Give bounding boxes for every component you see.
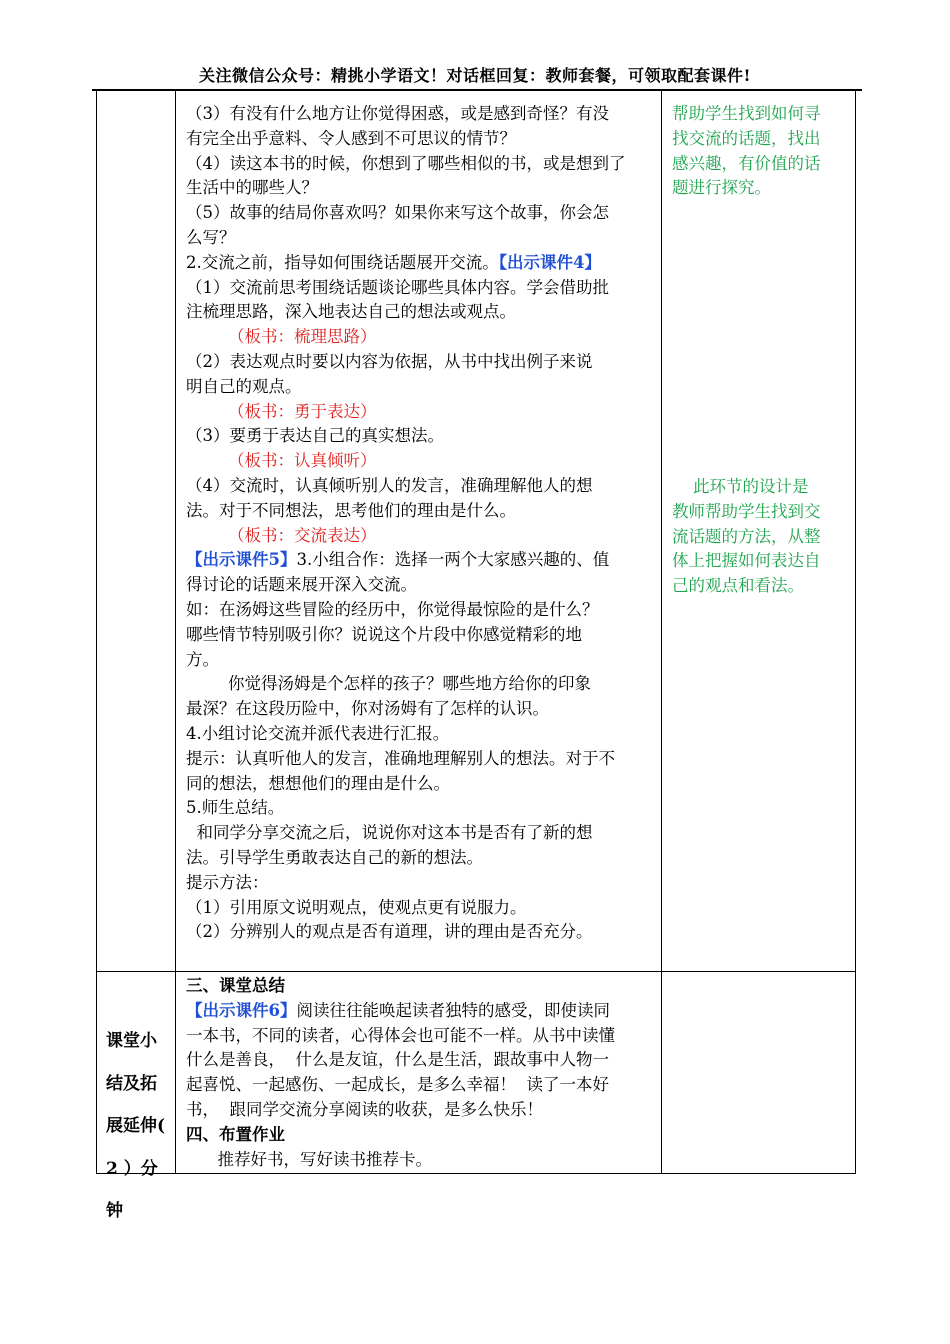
page-header: 关注微信公众号：精挑小学语文！对话框回复：教师套餐，可领取配套课件!: [198, 66, 752, 85]
section1-text: 4.小组讨论交流并派代表进行汇报。: [186, 723, 450, 743]
stage-label-line: 钟: [106, 1201, 123, 1221]
section2-line: [186, 1148, 662, 1173]
section2-line: [186, 974, 662, 999]
section1-line: [186, 226, 662, 251]
section1-text: 有完全出乎意料、令人感到不可思议的情节？: [186, 128, 516, 148]
section1-line: [186, 697, 662, 722]
section1-line: [186, 251, 662, 276]
section1-text: 法。引导学生勇敢表达自己的新的想法。: [186, 847, 483, 867]
section1-line: [186, 424, 662, 449]
section1-line: [186, 300, 662, 325]
section2-line: [186, 1123, 662, 1148]
section1-text: 【出示课件5】: [186, 550, 297, 570]
section1-line: [186, 325, 662, 350]
section1-text: 得讨论的话题来展开深入交流。: [186, 575, 417, 595]
design-note-line: 己的观点和看法。: [672, 576, 804, 596]
section1-text: （1）引用原文说明观点，使观点更有说服力。: [186, 897, 527, 917]
section1-text: 方。: [186, 649, 219, 669]
section2-line: [186, 1048, 662, 1073]
section1-line: [186, 127, 662, 152]
section2-text: 阅读往往能唤起读者独特的感受，即使读同: [296, 1000, 610, 1020]
design-note-line: 帮助学生找到如何寻: [672, 104, 821, 123]
section1-text: （5）故事的结局你喜欢吗？如果你来写这个故事，你会怎: [186, 203, 609, 223]
header-rule: [92, 89, 862, 91]
section1-text: （2）表达观点时要以内容为依据，从书中找出例子来说: [186, 351, 593, 371]
section1-line: [186, 449, 662, 474]
table-border-bottom: [96, 1173, 856, 1174]
section2-line: [186, 1098, 662, 1123]
section1-line: [186, 102, 662, 127]
section1-text: 法。对于不同想法，思考他们的理由是什么。: [186, 500, 516, 520]
section1-line: [186, 846, 662, 871]
section1-line: [186, 201, 662, 226]
section1-line: [186, 474, 662, 499]
section2-line: [186, 1073, 662, 1098]
table-row-divider: [96, 971, 856, 972]
section1-line: [186, 648, 662, 673]
section1-line: [186, 821, 662, 846]
design-note-line: 此环节的设计是: [672, 477, 809, 496]
section1-text: 么写？: [186, 227, 236, 247]
section2-line: [186, 1024, 662, 1049]
section1-line: [186, 573, 662, 598]
section2-text: 四、布置作业: [186, 1124, 285, 1144]
section2-text: 书， 跟同学交流分享阅读的收获，是多么快乐！: [186, 1099, 543, 1119]
section1-line: [186, 920, 662, 945]
section1-line: [186, 896, 662, 921]
section1-line: [186, 400, 662, 425]
section1-line: [186, 350, 662, 375]
section1-text: 注梳理思路，深入地表达自己的想法或观点。: [186, 302, 516, 322]
section1-line: [186, 772, 662, 797]
section1-text: （3）有没有什么地方让你觉得困惑，或是感到奇怪？有没: [186, 104, 609, 123]
section1-text: 同的想法，想想他们的理由是什么。: [186, 773, 450, 793]
section2-text: 一本书，不同的读者，心得体会也可能不一样。从书中读懂: [186, 1025, 615, 1045]
section1-text: （板书：交流表达）: [186, 525, 377, 545]
design-note-line: 题进行探究。: [672, 178, 771, 198]
stage-label-line: 课堂小: [106, 1031, 157, 1051]
section1-line: [186, 499, 662, 524]
section1-text: 和同学分享交流之后，说说你对这本书是否有了新的想: [186, 823, 593, 843]
stage-label-line: 结及拓: [106, 1073, 157, 1094]
section2-content: [186, 974, 662, 1172]
section1-text: 生活中的哪些人？: [186, 178, 318, 198]
section1-line: [186, 796, 662, 821]
section1-text: 明自己的观点。: [186, 376, 302, 396]
section2-line: [186, 999, 662, 1024]
section1-text: 3.小组合作：选择一两个大家感兴趣的、值: [296, 550, 610, 570]
section1-text: 【出示课件4】: [498, 252, 601, 272]
section1-line: [186, 623, 662, 648]
section1-text: 你觉得汤姆是个怎样的孩子？哪些地方给你的印象: [186, 674, 591, 694]
section2-text: 起喜悦、一起感伤、一起成长，是多么幸福！ 读了一本好: [186, 1075, 609, 1095]
stage-label-line: 2 ）分: [106, 1158, 158, 1179]
section1-content: [186, 102, 662, 945]
section1-text: 如：在汤姆这些冒险的经历中，你觉得最惊险的是什么？: [186, 599, 599, 619]
design-note-2: [672, 475, 852, 599]
design-note-line: 感兴趣，有价值的话: [672, 153, 821, 173]
section2-text: 三、课堂总结: [186, 976, 285, 995]
stage-label-line: 展延伸(: [106, 1116, 166, 1136]
section1-line: [186, 598, 662, 623]
section1-line: [186, 176, 662, 201]
section1-text: （2）分辨别人的观点是否有道理，讲的理由是否充分。: [186, 922, 593, 942]
section1-line: [186, 722, 662, 747]
section2-text: 什么是善良， 什么是友谊，什么是生活，跟故事中人物一: [186, 1050, 609, 1070]
section1-text: （板书：梳理思路）: [186, 327, 377, 347]
section2-text: 【出示课件6】: [186, 1000, 297, 1020]
design-note-line: 找交流的话题，找出: [672, 128, 821, 148]
design-note-line: 体上把握如何表达自: [672, 551, 821, 571]
section1-text: 提示：认真听他人的发言，准确地理解别人的想法。对于不: [186, 748, 615, 768]
section2-text: 推荐好书，写好读书推荐卡。: [186, 1149, 432, 1169]
section1-text: （板书：勇于表达）: [186, 401, 377, 421]
section1-line: [186, 524, 662, 549]
section1-text: 2.交流之前，指导如何围绕话题展开交流。: [186, 252, 499, 272]
design-note-1: [672, 102, 852, 201]
section1-text: （1）交流前思考围绕话题谈论哪些具体内容。学会借助批: [186, 277, 609, 297]
section1-text: （4）交流时，认真倾听别人的发言，准确理解他人的想: [186, 475, 593, 495]
stage-label: [106, 1012, 176, 1242]
table-border-right: [855, 89, 856, 1174]
section1-text: （板书：认真倾听）: [186, 451, 377, 471]
section1-text: （4）读这本书的时候，你想到了哪些相似的书，或是想到了: [186, 153, 626, 173]
table-border-left: [96, 89, 97, 1174]
section1-line: [186, 276, 662, 301]
section1-line: [186, 548, 662, 573]
section1-line: [186, 672, 662, 697]
section1-line: [186, 747, 662, 772]
section1-text: （3）要勇于表达自己的真实想法。: [186, 426, 444, 446]
section1-line: [186, 152, 662, 177]
design-note-line: 流话题的方法，从整: [672, 526, 821, 546]
design-note-line: 教师帮助学生找到交: [672, 501, 821, 521]
section1-text: 最深？在这段历险中，你对汤姆有了怎样的认识。: [186, 699, 549, 719]
section1-text: 提示方法：: [186, 872, 269, 892]
section1-text: 5.师生总结。: [186, 798, 285, 818]
section1-text: 哪些情节特别吸引你？说说这个片段中你感觉精彩的地: [186, 624, 582, 644]
section1-line: [186, 871, 662, 896]
section1-line: [186, 375, 662, 400]
